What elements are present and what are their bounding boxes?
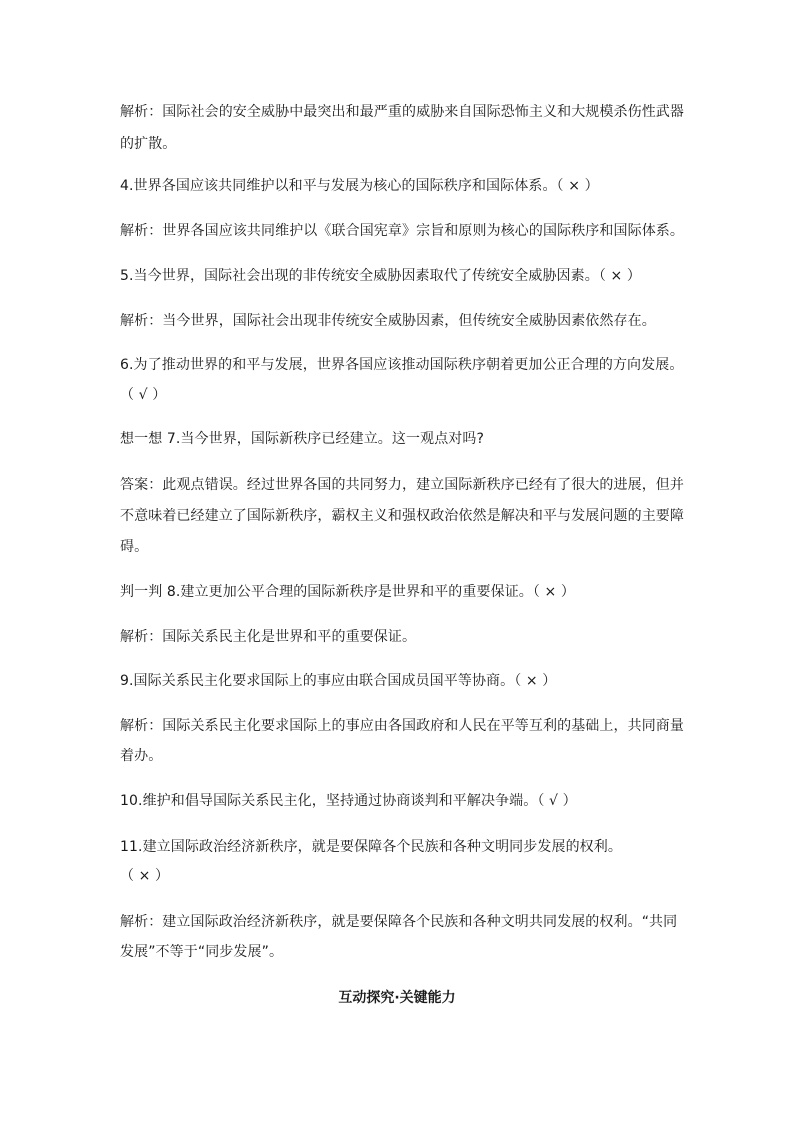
- question-6: 6.为了推动世界的和平与发展，世界各国应该推动国际秩序朝着更加公正合理的方向发展。: [120, 357, 684, 373]
- answer-line: 不意味着已经建立了国际新秩序，霸权主义和强权政治依然是解决和平与发展问题的主要障: [120, 508, 684, 524]
- analysis-line: 的扩散。: [120, 136, 177, 152]
- analysis-line: 解析：世界各国应该共同维护以《联合国宪章》宗旨和原则为核心的国际秩序和国际体系。: [120, 223, 684, 239]
- question-7: 想一想 7.当今世界，国际新秩序已经建立。这一观点对吗?: [120, 431, 485, 447]
- analysis-line: 解析：国际关系民主化要求国际上的事应由各国政府和人民在平等互利的基础上，共同商量: [120, 718, 684, 734]
- question-5: 5.当今世界，国际社会出现的非传统安全威胁因素取代了传统安全威胁因素。（ × ）: [120, 268, 641, 284]
- question-11-answer: （ × ）: [120, 868, 170, 884]
- question-4: 4.世界各国应该共同维护以和平与发展为核心的国际秩序和国际体系。（ × ）: [120, 178, 599, 194]
- analysis-line: 解析：当今世界，国际社会出现非传统安全威胁因素，但传统安全威胁因素依然存在。: [120, 313, 656, 329]
- question-9: 9.国际关系民主化要求国际上的事应由联合国成员国平等协商。（ × ）: [120, 673, 557, 689]
- question-6-answer: （ √ ）: [120, 387, 167, 403]
- question-11: 11.建立国际政治经济新秩序，就是要保障各个民族和各种文明同步发展的权利。: [120, 839, 622, 855]
- analysis-line: 发展”不等于“同步发展”。: [120, 944, 284, 960]
- question-8: 判一判 8.建立更加公平合理的国际新秩序是世界和平的重要保证。（ × ）: [120, 584, 576, 600]
- answer-line: 碍。: [120, 539, 149, 555]
- analysis-line: 解析：国际社会的安全威胁中最突出和最严重的威胁来自国际恐怖主义和大规模杀伤性武器: [120, 104, 684, 120]
- analysis-line: 解析：国际关系民主化是世界和平的重要保证。: [120, 629, 417, 645]
- section-heading: 互动探究·关键能力: [338, 990, 456, 1006]
- question-10: 10.维护和倡导国际关系民主化，坚持通过协商谈判和平解决争端。（ √ ）: [120, 793, 577, 809]
- analysis-line: 解析：建立国际政治经济新秩序，就是要保障各个民族和各种文明共同发展的权利。“共同: [120, 914, 678, 930]
- analysis-line: 着办。: [120, 748, 163, 764]
- answer-line: 答案：此观点错误。经过世界各国的共同努力，建立国际新秩序已经有了很大的进展，但并: [120, 477, 684, 493]
